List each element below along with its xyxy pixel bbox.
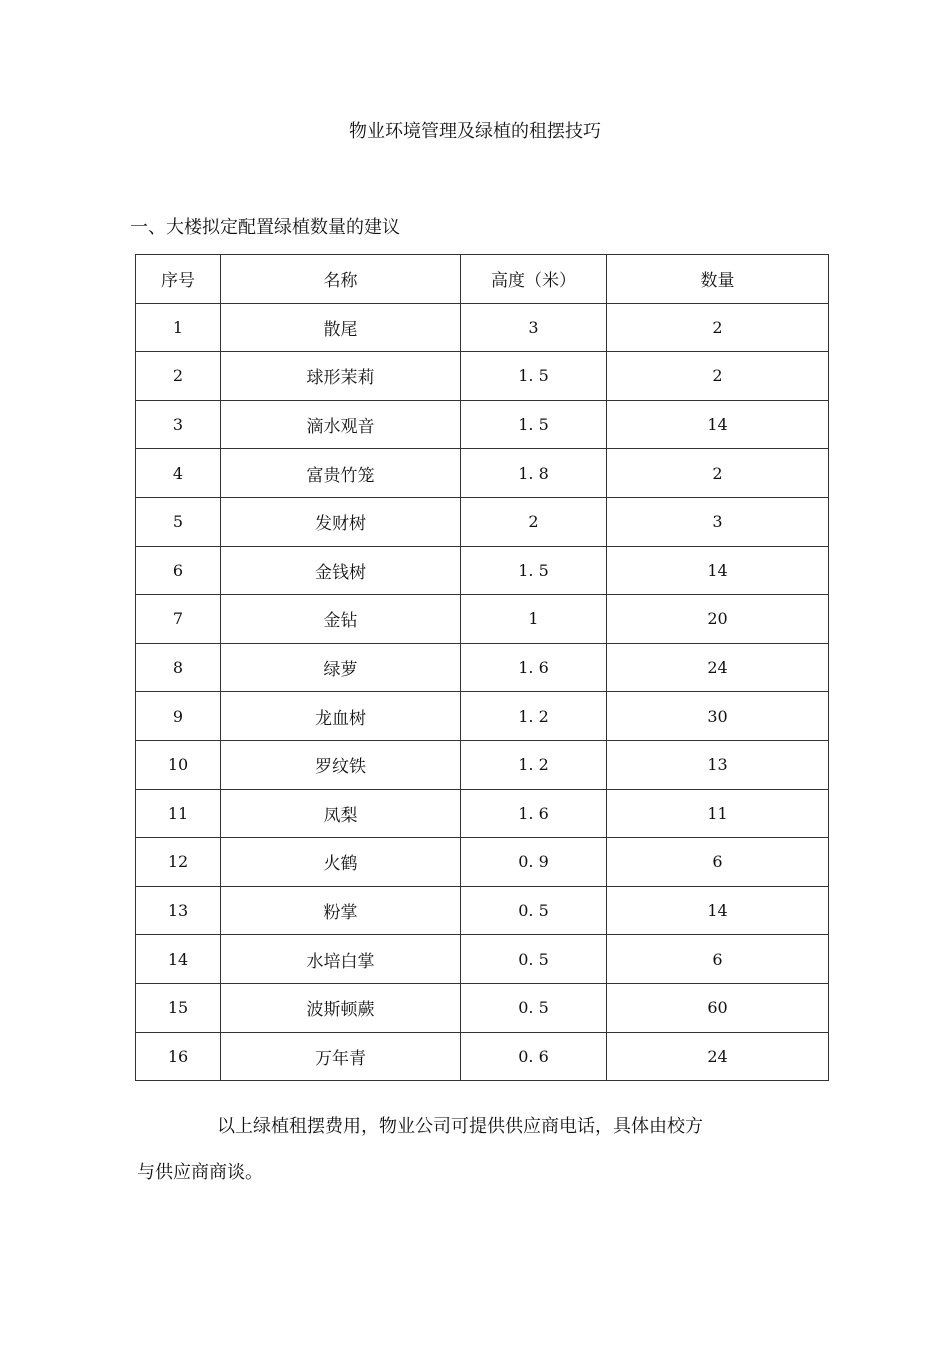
table-row <box>136 352 829 401</box>
cell-index: 8 <box>136 643 221 692</box>
closing-note-line-1: 以上绿植租摆费用，物业公司可提供供应商电话，具体由校方 <box>217 1116 703 1137</box>
cell-height: 1. 5 <box>461 352 607 401</box>
cell-quantity: 14 <box>607 400 829 449</box>
cell-name: 凤梨 <box>221 789 461 838</box>
table-row <box>136 595 829 644</box>
cell-height: 0. 9 <box>461 838 607 887</box>
cell-quantity: 60 <box>607 983 829 1032</box>
cell-name: 金钱树 <box>221 546 461 595</box>
cell-quantity: 2 <box>607 352 829 401</box>
cell-index: 15 <box>136 983 221 1032</box>
cell-height: 1 <box>461 595 607 644</box>
cell-name: 散尾 <box>221 303 461 352</box>
cell-name: 滴水观音 <box>221 400 461 449</box>
cell-name: 火鹤 <box>221 838 461 887</box>
cell-index: 12 <box>136 838 221 887</box>
cell-index: 13 <box>136 886 221 935</box>
cell-index: 6 <box>136 546 221 595</box>
cell-height: 3 <box>461 303 607 352</box>
table-row <box>136 1032 829 1081</box>
table-row <box>136 497 829 546</box>
cell-name: 粉掌 <box>221 886 461 935</box>
table-row <box>136 400 829 449</box>
cell-index: 14 <box>136 935 221 984</box>
cell-name: 绿萝 <box>221 643 461 692</box>
header-quantity: 数量 <box>607 255 829 304</box>
table-row <box>136 886 829 935</box>
header-name: 名称 <box>221 255 461 304</box>
cell-height: 0. 5 <box>461 886 607 935</box>
header-index: 序号 <box>136 255 221 304</box>
cell-height: 1. 2 <box>461 692 607 741</box>
cell-height: 0. 5 <box>461 983 607 1032</box>
cell-name: 金钻 <box>221 595 461 644</box>
cell-quantity: 2 <box>607 303 829 352</box>
cell-index: 9 <box>136 692 221 741</box>
cell-quantity: 14 <box>607 886 829 935</box>
cell-index: 11 <box>136 789 221 838</box>
cell-quantity: 6 <box>607 935 829 984</box>
cell-name: 罗纹铁 <box>221 740 461 789</box>
cell-quantity: 3 <box>607 497 829 546</box>
cell-index: 1 <box>136 303 221 352</box>
table-row <box>136 740 829 789</box>
closing-note <box>137 1104 777 1196</box>
cell-name: 万年青 <box>221 1032 461 1081</box>
table-row <box>136 838 829 887</box>
cell-index: 4 <box>136 449 221 498</box>
cell-quantity: 30 <box>607 692 829 741</box>
header-height: 高度（米） <box>461 255 607 304</box>
closing-note-line-2: 与供应商商谈。 <box>137 1162 263 1183</box>
document-title: 物业环境管理及绿植的租摆技巧 <box>349 121 601 142</box>
cell-quantity: 11 <box>607 789 829 838</box>
cell-height: 1. 5 <box>461 546 607 595</box>
cell-height: 1. 2 <box>461 740 607 789</box>
cell-height: 0. 5 <box>461 935 607 984</box>
plant-table <box>135 254 829 1081</box>
table-row <box>136 449 829 498</box>
cell-height: 1. 6 <box>461 789 607 838</box>
cell-index: 16 <box>136 1032 221 1081</box>
table-row <box>136 983 829 1032</box>
cell-index: 5 <box>136 497 221 546</box>
cell-quantity: 6 <box>607 838 829 887</box>
cell-quantity: 24 <box>607 643 829 692</box>
cell-quantity: 20 <box>607 595 829 644</box>
cell-height: 1. 5 <box>461 400 607 449</box>
section-heading: 一、大楼拟定配置绿植数量的建议 <box>130 217 400 238</box>
cell-index: 2 <box>136 352 221 401</box>
table-header-row <box>136 255 829 304</box>
cell-name: 富贵竹笼 <box>221 449 461 498</box>
table-row <box>136 789 829 838</box>
table-row <box>136 935 829 984</box>
cell-height: 2 <box>461 497 607 546</box>
cell-quantity: 14 <box>607 546 829 595</box>
table-row <box>136 303 829 352</box>
cell-name: 发财树 <box>221 497 461 546</box>
cell-index: 3 <box>136 400 221 449</box>
cell-name: 龙血树 <box>221 692 461 741</box>
cell-height: 0. 6 <box>461 1032 607 1081</box>
cell-height: 1. 6 <box>461 643 607 692</box>
table-row <box>136 643 829 692</box>
table-row <box>136 546 829 595</box>
cell-name: 球形茉莉 <box>221 352 461 401</box>
cell-name: 波斯顿蕨 <box>221 983 461 1032</box>
cell-name: 水培白掌 <box>221 935 461 984</box>
cell-height: 1. 8 <box>461 449 607 498</box>
table-row <box>136 692 829 741</box>
cell-quantity: 24 <box>607 1032 829 1081</box>
cell-quantity: 13 <box>607 740 829 789</box>
cell-quantity: 2 <box>607 449 829 498</box>
cell-index: 10 <box>136 740 221 789</box>
cell-index: 7 <box>136 595 221 644</box>
